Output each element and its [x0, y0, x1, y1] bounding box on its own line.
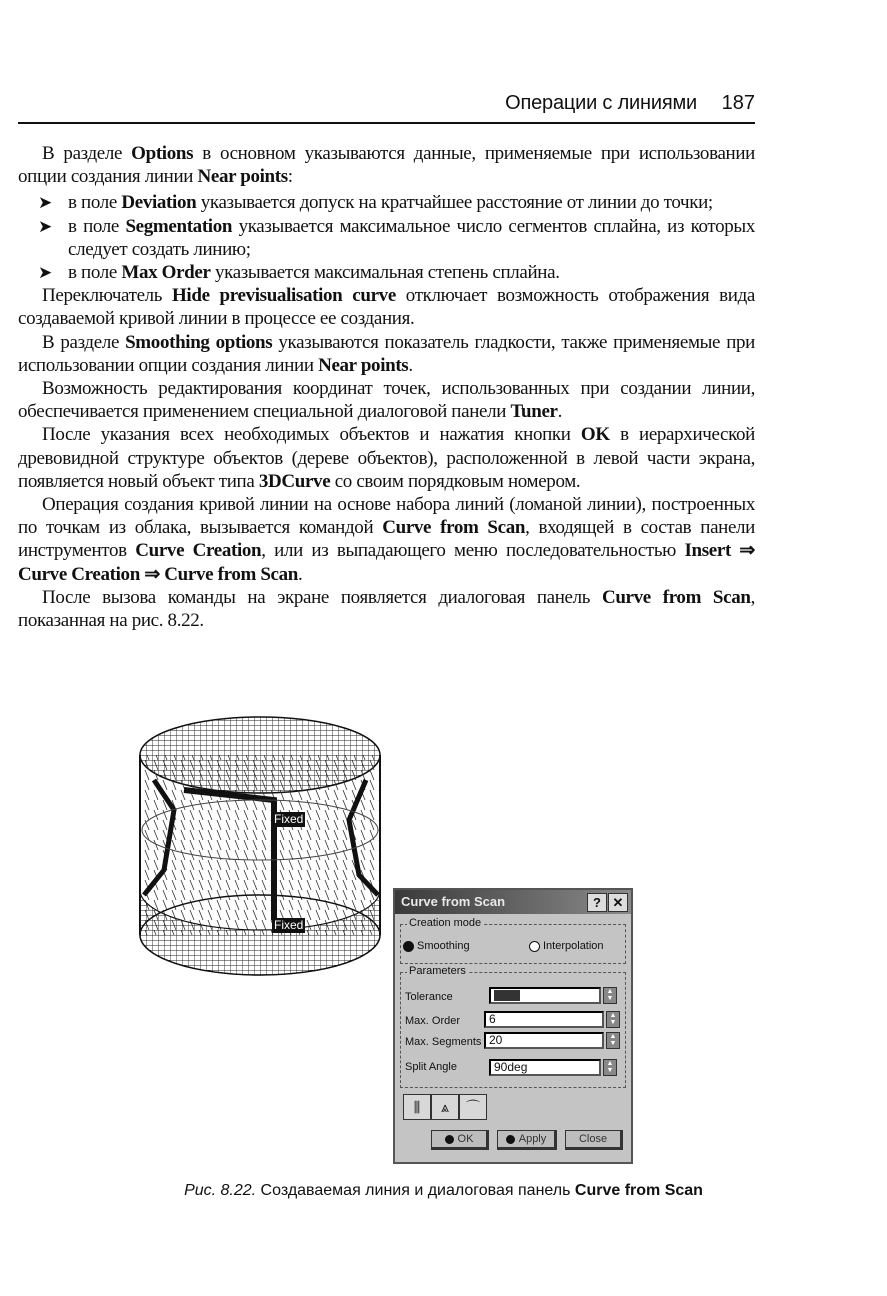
- text: .: [298, 563, 303, 585]
- paragraph-tuner: [18, 377, 755, 423]
- ok-button[interactable]: [431, 1130, 489, 1150]
- text: указывается максимальная степень сплайна.: [210, 262, 560, 284]
- text: .: [408, 354, 413, 376]
- term-deviation: Deviation: [121, 192, 197, 214]
- text: В разделе: [42, 331, 126, 353]
- apply-button[interactable]: [497, 1130, 557, 1150]
- arrow-bullet-icon: ➤: [38, 216, 52, 236]
- term-near-points: Near points: [197, 166, 288, 188]
- text: отключает возможность отображения вида создаваемой кривой линии в процессе ее создания.: [18, 285, 755, 330]
- close-icon[interactable]: ✕: [608, 893, 628, 912]
- term-near-points: Near points: [318, 354, 409, 376]
- text: В разделе: [42, 143, 132, 164]
- figure-number: Рис. 8.22.: [184, 1182, 257, 1199]
- text: Операция создания кривой линии на основе набора линий (ломаной линии), построенных по точкам из облака, вызывается командой: [18, 494, 755, 539]
- fixed-label: Fixed: [274, 812, 304, 826]
- paragraph-curve-from-scan: [18, 493, 755, 586]
- led-icon: [445, 1135, 454, 1144]
- tolerance-input[interactable]: [489, 987, 601, 1004]
- max-order-label: Max. Order: [405, 1015, 461, 1027]
- text: в иерархической древовидной структуре объектов (дереве объектов), расположенной в левой части экрана, появляется новый объект типа: [18, 424, 755, 492]
- interpolation-radio[interactable]: [529, 940, 604, 952]
- text: После указания всех необходимых объектов и нажатия кнопки: [42, 424, 581, 446]
- text: После вызова команды на экране появляется диалоговая панель: [42, 586, 602, 608]
- term-segmentation: Segmentation: [125, 215, 233, 237]
- list-item: [18, 215, 755, 261]
- paragraph-dialog-intro: [18, 586, 755, 632]
- tolerance-label: Tolerance: [405, 991, 453, 1003]
- parameters-group: [400, 965, 626, 1088]
- max-order-input[interactable]: 6: [484, 1011, 604, 1028]
- text: , или из выпадающего меню последовательностью: [261, 540, 685, 562]
- menu-path: Insert ⇒ Curve Creation ⇒ Curve from Scan: [18, 540, 755, 585]
- radio-empty-icon: [529, 941, 540, 952]
- text: в основном указываются данные, применяемые при использовании опции создания линии: [18, 143, 755, 188]
- text: Переключатель: [42, 285, 172, 307]
- creation-mode-legend: Creation mode: [409, 917, 482, 929]
- text: , показанная на рис. 8.22.: [18, 586, 755, 632]
- caption-term: Curve from Scan: [574, 1182, 703, 1199]
- caption-text: Создаваемая линия и диалоговая панель: [256, 1182, 575, 1199]
- term-ok: OK: [580, 424, 610, 446]
- selected-text-highlight: [494, 990, 520, 1001]
- arrow-bullet-icon: ➤: [38, 263, 52, 283]
- body-text: [18, 142, 755, 632]
- max-order-spinner[interactable]: ▲ ▼: [606, 1011, 620, 1028]
- term-3dcurve: 3DCurve: [258, 470, 331, 492]
- list-item: [18, 191, 755, 214]
- term-options: Options: [131, 143, 194, 164]
- text: указывается максимальное число сегментов сплайна, из которых следует создать линию;: [68, 215, 755, 260]
- term-hide-previsualisation: Hide previsualisation curve: [172, 285, 396, 307]
- split-angle-input[interactable]: 90deg: [489, 1059, 601, 1076]
- chapter-title: Операции с линиями: [505, 92, 697, 114]
- smoothing-label: Smoothing: [417, 940, 470, 952]
- term-max-order: Max Order: [121, 262, 211, 284]
- arrow-bullet-icon: ➤: [38, 193, 52, 213]
- term-tuner: Tuner: [510, 401, 558, 423]
- options-list: [18, 191, 755, 284]
- max-segments-label: Max. Segments: [405, 1036, 482, 1048]
- split-angle-label: Split Angle: [405, 1061, 457, 1073]
- interpolation-label: Interpolation: [543, 940, 604, 952]
- paragraph-hide-previsualisation: [18, 284, 755, 330]
- text: в поле: [68, 215, 126, 237]
- ok-label: OK: [457, 1133, 474, 1145]
- text: в поле: [68, 192, 122, 214]
- term-smoothing-options: Smoothing options: [125, 331, 273, 353]
- curve-from-scan-dialog: [393, 888, 633, 1164]
- running-head: [18, 88, 755, 124]
- text: указываются показатель гладкости, также применяемые при использовании опции создания линии: [18, 331, 755, 376]
- split-angle-spinner[interactable]: ▲ ▼: [603, 1059, 617, 1076]
- tolerance-spinner[interactable]: ▲ ▼: [603, 987, 617, 1004]
- led-icon: [506, 1135, 515, 1144]
- creation-mode-group: [400, 917, 626, 964]
- close-label: Close: [578, 1133, 608, 1145]
- curvature-analysis-icon[interactable]: ⫼: [403, 1094, 431, 1120]
- fixed-label: Fixed: [274, 918, 304, 932]
- figure-8-22: [0, 700, 887, 1199]
- radio-selected-icon: [403, 941, 414, 952]
- term-curve-from-scan: Curve from Scan: [601, 586, 751, 608]
- dialog-title: Curve from Scan: [401, 894, 506, 909]
- text: .: [557, 401, 563, 423]
- deviation-icon[interactable]: ⩓: [431, 1094, 459, 1120]
- list-item: [18, 261, 755, 284]
- text: со своим порядковым номером.: [330, 470, 581, 492]
- page-number: 187: [721, 92, 755, 114]
- parameters-legend: Parameters: [409, 965, 466, 977]
- figure-caption: [0, 1182, 887, 1200]
- text: в поле: [68, 262, 122, 284]
- paragraph-3dcurve: [18, 423, 755, 493]
- term-curve-from-scan: Curve from Scan: [382, 517, 526, 539]
- apply-label: Apply: [518, 1133, 547, 1145]
- max-segments-input[interactable]: 20: [484, 1032, 604, 1049]
- close-button[interactable]: [565, 1130, 623, 1150]
- text: указывается допуск на кратчайшее расстояние от линии до точки;: [196, 192, 713, 214]
- smoothing-radio[interactable]: [403, 940, 470, 952]
- points-curve-icon[interactable]: ⌒: [459, 1094, 487, 1120]
- paragraph-options: [18, 142, 755, 188]
- term-curve-creation: Curve Creation: [135, 540, 262, 562]
- wireframe-cylinder-image: [134, 710, 386, 982]
- text: :: [287, 166, 293, 188]
- help-button[interactable]: ?: [587, 893, 607, 912]
- dialog-title-bar[interactable]: [395, 890, 631, 914]
- max-segments-spinner[interactable]: ▲ ▼: [606, 1032, 620, 1049]
- text: Возможность редактирования координат точек, использованных при создании линии, обеспечивается применением специальной диалоговой панели: [18, 378, 755, 423]
- text: , входящей в состав панели инструментов: [18, 517, 756, 562]
- paragraph-smoothing-options: [18, 331, 755, 377]
